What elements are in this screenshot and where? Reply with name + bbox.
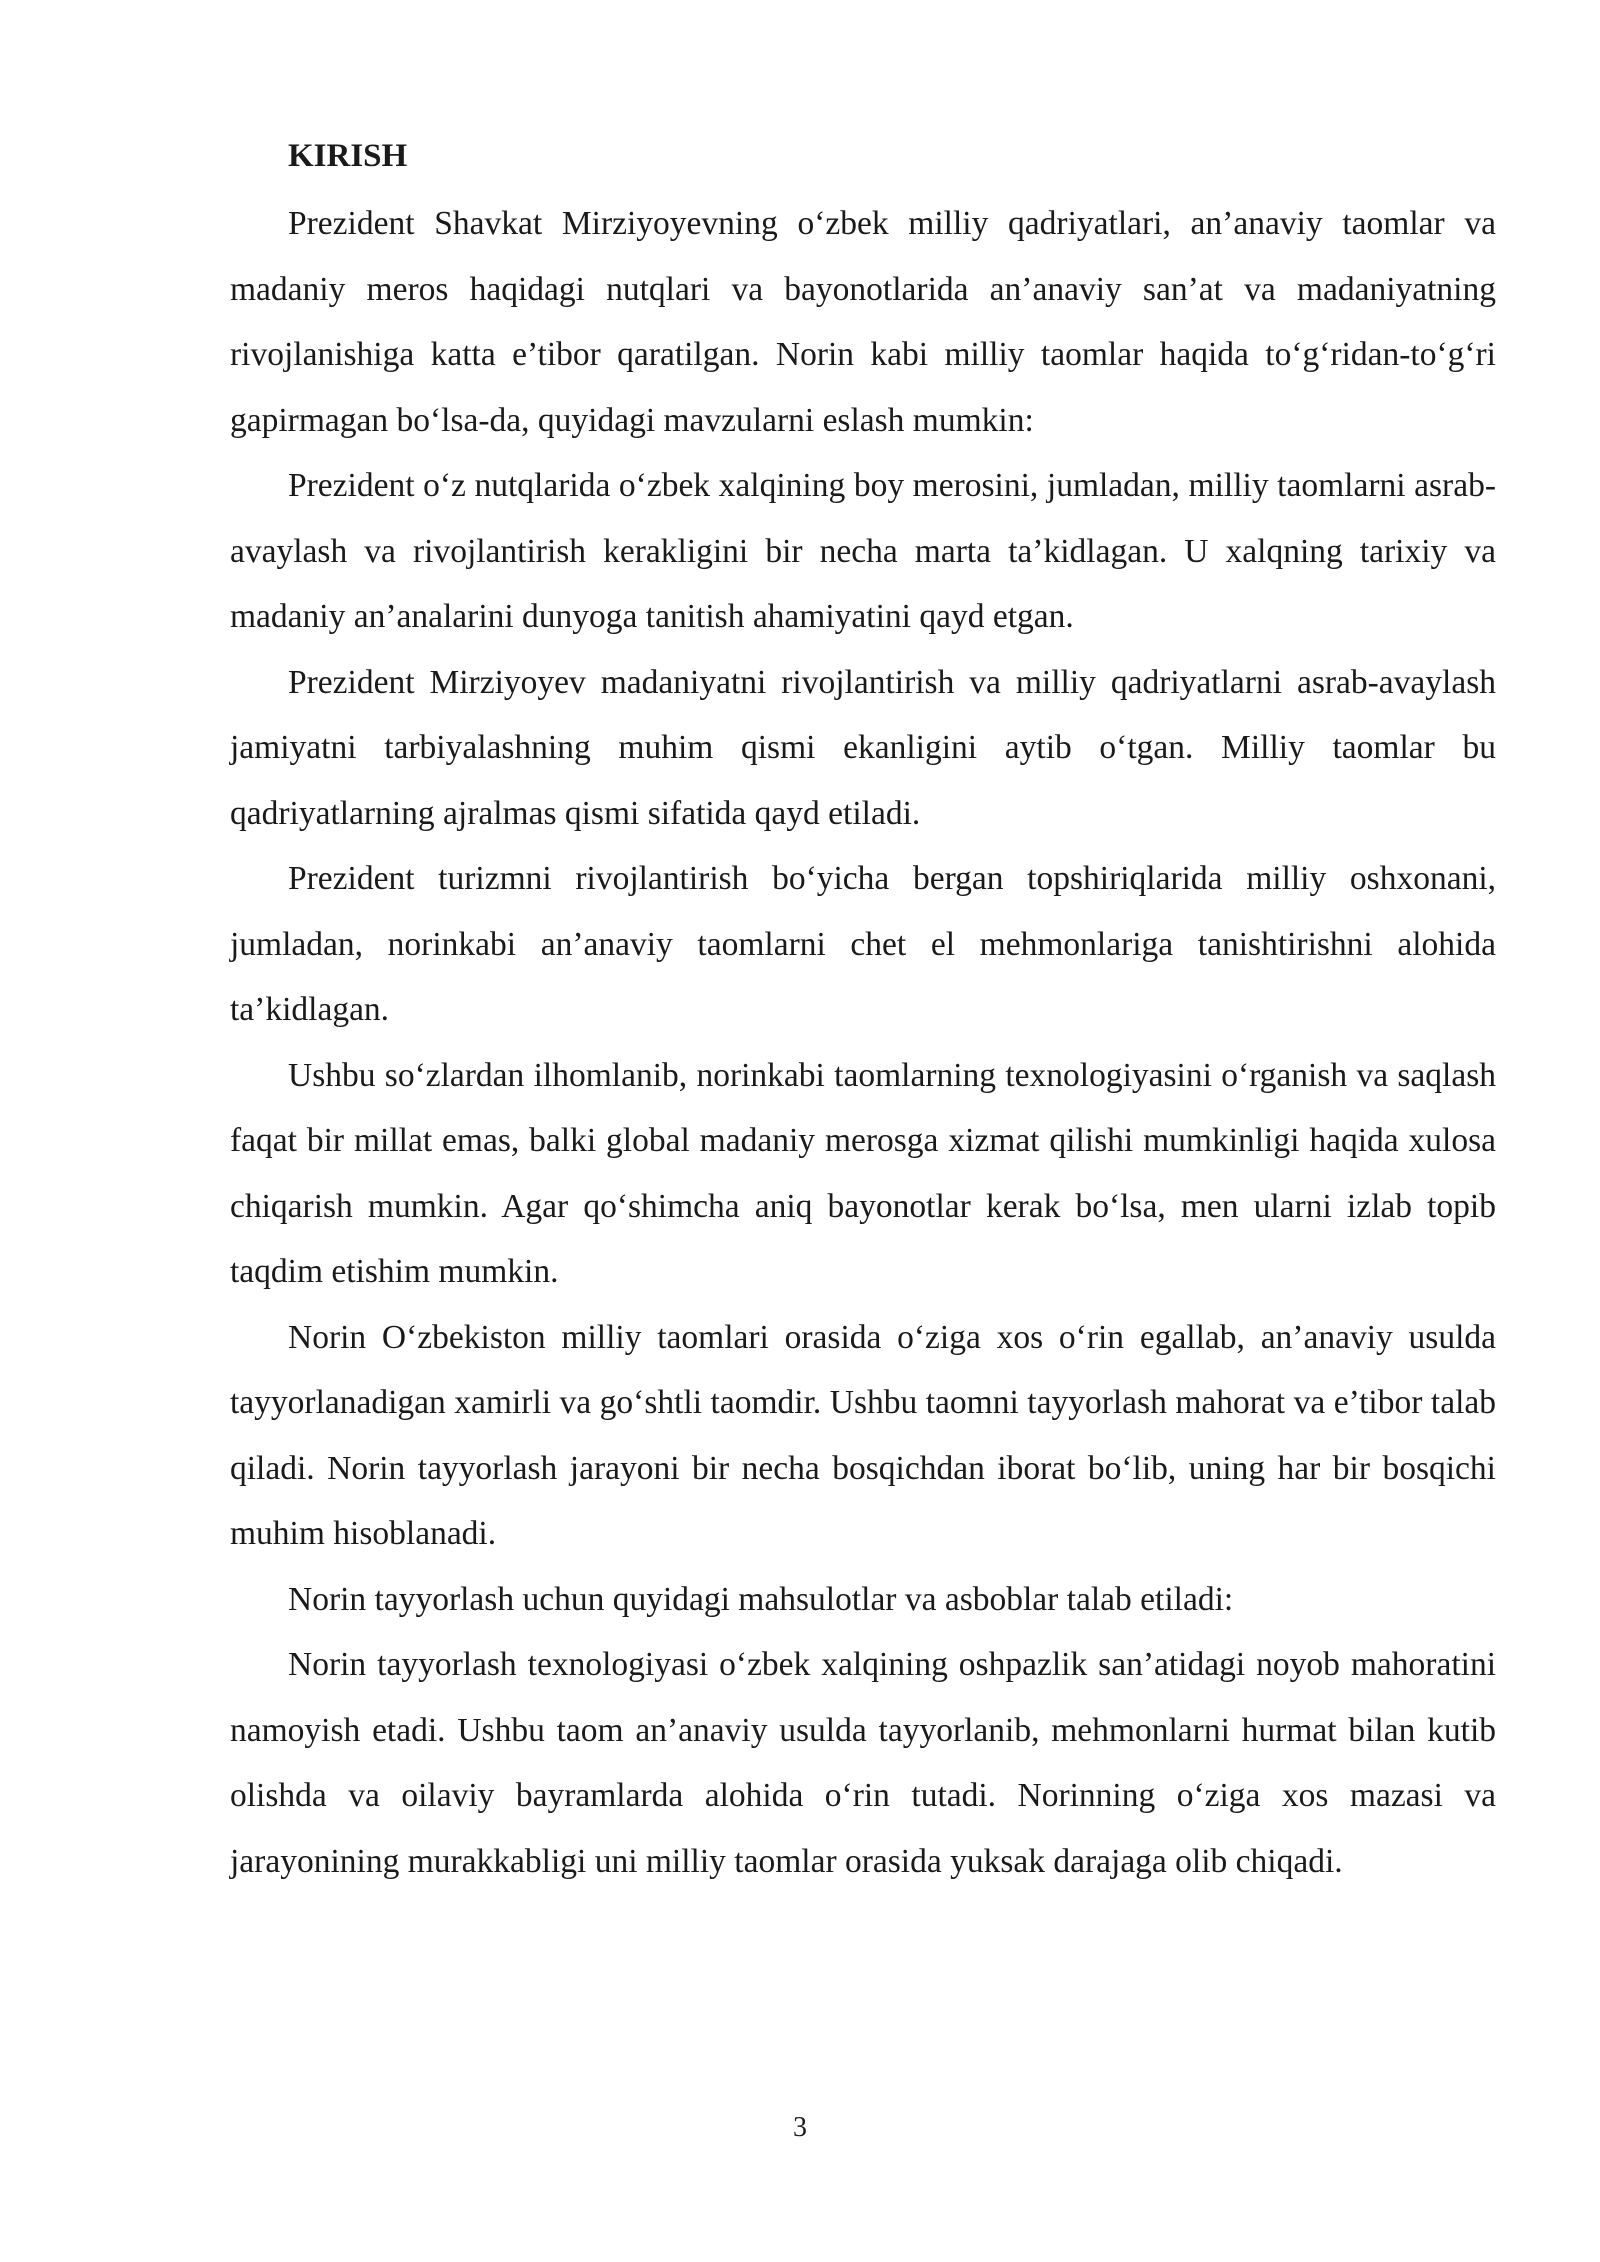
- document-page: [230, 128, 1496, 1894]
- paragraph-6: Norin O‘zbekiston milliy taomlari orasida o‘ziga xos o‘rin egallab, an’anaviy usulda tayyorlanadigan xamirli va go‘shtli taomdir. Ushbu taomni tayyorlash mahorat va e’tibor talab qiladi. Norin tayyorlash jarayoni bir necha bosqichdan iborat bo‘lib, uning har bir bosqichi muhim hisoblanadi.: [230, 1318, 1496, 1552]
- paragraph-4: Prezident turizmni rivojlantirish bo‘yicha bergan topshiriqlarida milliy oshxonani, jumladan, norinkabi an’anaviy taomlarni chet el mehmonlariga tanishtirishni alohida ta’kidlagan.: [230, 860, 1496, 1028]
- paragraph-1: Prezident Shavkat Mirziyoyevning o‘zbek milliy qadriyatlari, an’anaviy taomlar va madaniy meros haqidagi nutqlari va bayonotlarida an’anaviy san’at va madaniyatning rivojlanishiga katta e’tibor qaratilgan. Norin kabi milliy taomlar haqida to‘g‘ridan-to‘g‘ri gapirmagan bo‘lsa-da, quyidagi mavzularni eslash mumkin:: [230, 205, 1496, 439]
- page-number: 3: [793, 2112, 807, 2143]
- paragraph-5: Ushbu so‘zlardan ilhomlanib, norinkabi taomlarning texnologiyasini o‘rganish va saqlash faqat bir millat emas, balki global madaniy merosga xizmat qilishi mumkinligi haqida xulosa chiqarish mumkin. Agar qo‘shimcha aniq bayonotlar kerak bo‘lsa, men ularni izlab topib taqdim etishim mumkin.: [230, 1056, 1496, 1290]
- paragraph-7: Norin tayyorlash uchun quyidagi mahsulotlar va asboblar talab etiladi:: [288, 1580, 1234, 1618]
- paragraph-2: Prezident o‘z nutqlarida o‘zbek xalqining boy merosini, jumladan, milliy taomlarni asrab-avaylash va rivojlantirish kerakligini bir necha marta ta’kidlagan. U xalqning tarixiy va madaniy an’analarini dunyoga tanitish ahamiyatini qayd etgan.: [230, 467, 1496, 635]
- section-heading: KIRISH: [288, 138, 408, 174]
- paragraph-3: Prezident Mirziyoyev madaniyatni rivojlantirish va milliy qadriyatlarni asrab-avaylash jamiyatni tarbiyalashning muhim qismi ekanligini aytib o‘tgan. Milliy taomlar bu qadriyatlarning ajralmas qismi sifatida qayd etiladi.: [230, 663, 1496, 832]
- paragraph-8: Norin tayyorlash texnologiyasi o‘zbek xalqining oshpazlik san’atidagi noyob mahoratini namoyish etadi. Ushbu taom an’anaviy usulda tayyorlanib, mehmonlarni hurmat bilan kutib olishda va oilaviy bayramlarda alohida o‘rin tutadi. Norinning o‘ziga xos mazasi va jarayonining murakkabligi uni milliy taomlar orasida yuksak darajaga olib chiqadi.: [230, 1646, 1496, 1880]
